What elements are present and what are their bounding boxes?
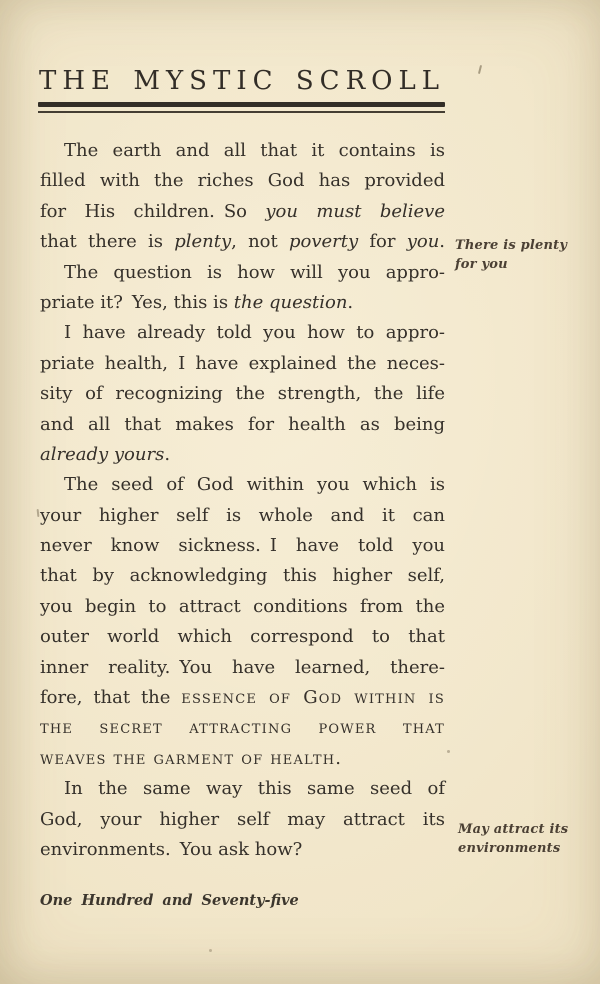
margin-note-line: There is plenty — [455, 238, 568, 253]
text-segment: The earth and all that it contains is — [64, 140, 445, 161]
smallcaps-text: the secret attracting power that — [40, 717, 445, 739]
text-line — [40, 531, 445, 561]
text-segment: . — [439, 231, 446, 253]
text-line — [40, 653, 445, 683]
text-line — [40, 713, 445, 743]
text-segment: you begin to attract conditions from the — [40, 595, 445, 617]
text-segment: The question is how will you appro- — [64, 261, 445, 283]
text-segment: In the same way this same seed of — [64, 778, 445, 800]
text-segment: The seed of God within you which is — [64, 474, 445, 496]
text-segment: God, your higher self may attract its — [40, 808, 445, 830]
text-segment: environments. You ask how? — [40, 838, 303, 860]
italic-text: poverty — [288, 231, 359, 253]
ink-speck — [478, 65, 482, 74]
ink-speck — [209, 949, 212, 952]
text-segment: for His children. So — [40, 200, 266, 222]
text-segment: that there is — [40, 231, 175, 253]
smallcaps-text: essence of God within is — [181, 687, 445, 709]
text-line — [40, 683, 445, 713]
text-segment: priate it? Yes, this is — [40, 291, 234, 313]
text-segment: and all that makes for health as being — [40, 413, 445, 435]
italic-text: you — [406, 231, 440, 253]
text-segment: your higher self is whole and it can — [40, 504, 445, 526]
ink-speck — [37, 509, 40, 517]
text-line — [40, 227, 445, 257]
margin-note-line: environments — [458, 840, 561, 856]
header-rule-thick — [38, 102, 445, 107]
smallcaps-text: weaves the garment of health. — [40, 747, 343, 769]
text-line — [40, 470, 445, 500]
italic-text: the question — [233, 291, 348, 313]
text-segment: priate health, I have explained the neces- — [40, 352, 445, 374]
text-line — [40, 288, 445, 318]
text-segment: fore, that the — [40, 687, 182, 709]
text-line — [40, 835, 445, 865]
text-segment: outer world which correspond to that — [40, 626, 445, 648]
ink-speck — [447, 750, 450, 753]
text-segment: , not — [231, 231, 289, 253]
italic-text: plenty — [174, 231, 232, 253]
margin-note-line: May attract its — [458, 822, 569, 837]
text-segment: sity of recognizing the strength, the life — [40, 383, 445, 405]
margin-note-plenty — [455, 237, 567, 274]
text-line — [40, 379, 445, 409]
text-line — [40, 622, 445, 652]
text-segment: . — [164, 443, 171, 465]
text-segment: . — [347, 291, 354, 313]
margin-note-line: for you — [455, 256, 508, 272]
text-column — [40, 136, 445, 865]
margin-note-environments — [458, 821, 568, 858]
text-line — [40, 258, 445, 288]
italic-text: already yours — [40, 443, 165, 465]
text-line — [40, 744, 445, 774]
text-line — [40, 349, 445, 379]
text-line — [40, 410, 445, 440]
text-segment: I have already told you how to appro- — [64, 322, 445, 344]
text-line — [40, 592, 445, 622]
header-rule-thin — [38, 111, 445, 113]
page-number-folio: One Hundred and Seventy-five — [40, 892, 299, 909]
text-line — [40, 166, 445, 196]
text-segment: for — [358, 231, 407, 253]
text-line — [40, 805, 445, 835]
text-segment: filled with the riches God has provided — [40, 170, 445, 192]
page-title: THE MYSTIC SCROLL — [39, 66, 445, 96]
text-segment: that by acknowledging this higher self, — [40, 565, 445, 587]
text-segment: never know sickness. I have told you — [40, 535, 445, 557]
text-segment: inner reality. You have learned, there- — [40, 656, 445, 678]
text-line — [40, 501, 445, 531]
text-line — [40, 774, 445, 804]
text-line — [40, 440, 445, 470]
italic-text: you must believe — [265, 200, 445, 222]
text-line — [40, 136, 445, 166]
text-line — [40, 318, 445, 348]
text-line — [40, 561, 445, 591]
text-line — [40, 197, 445, 227]
